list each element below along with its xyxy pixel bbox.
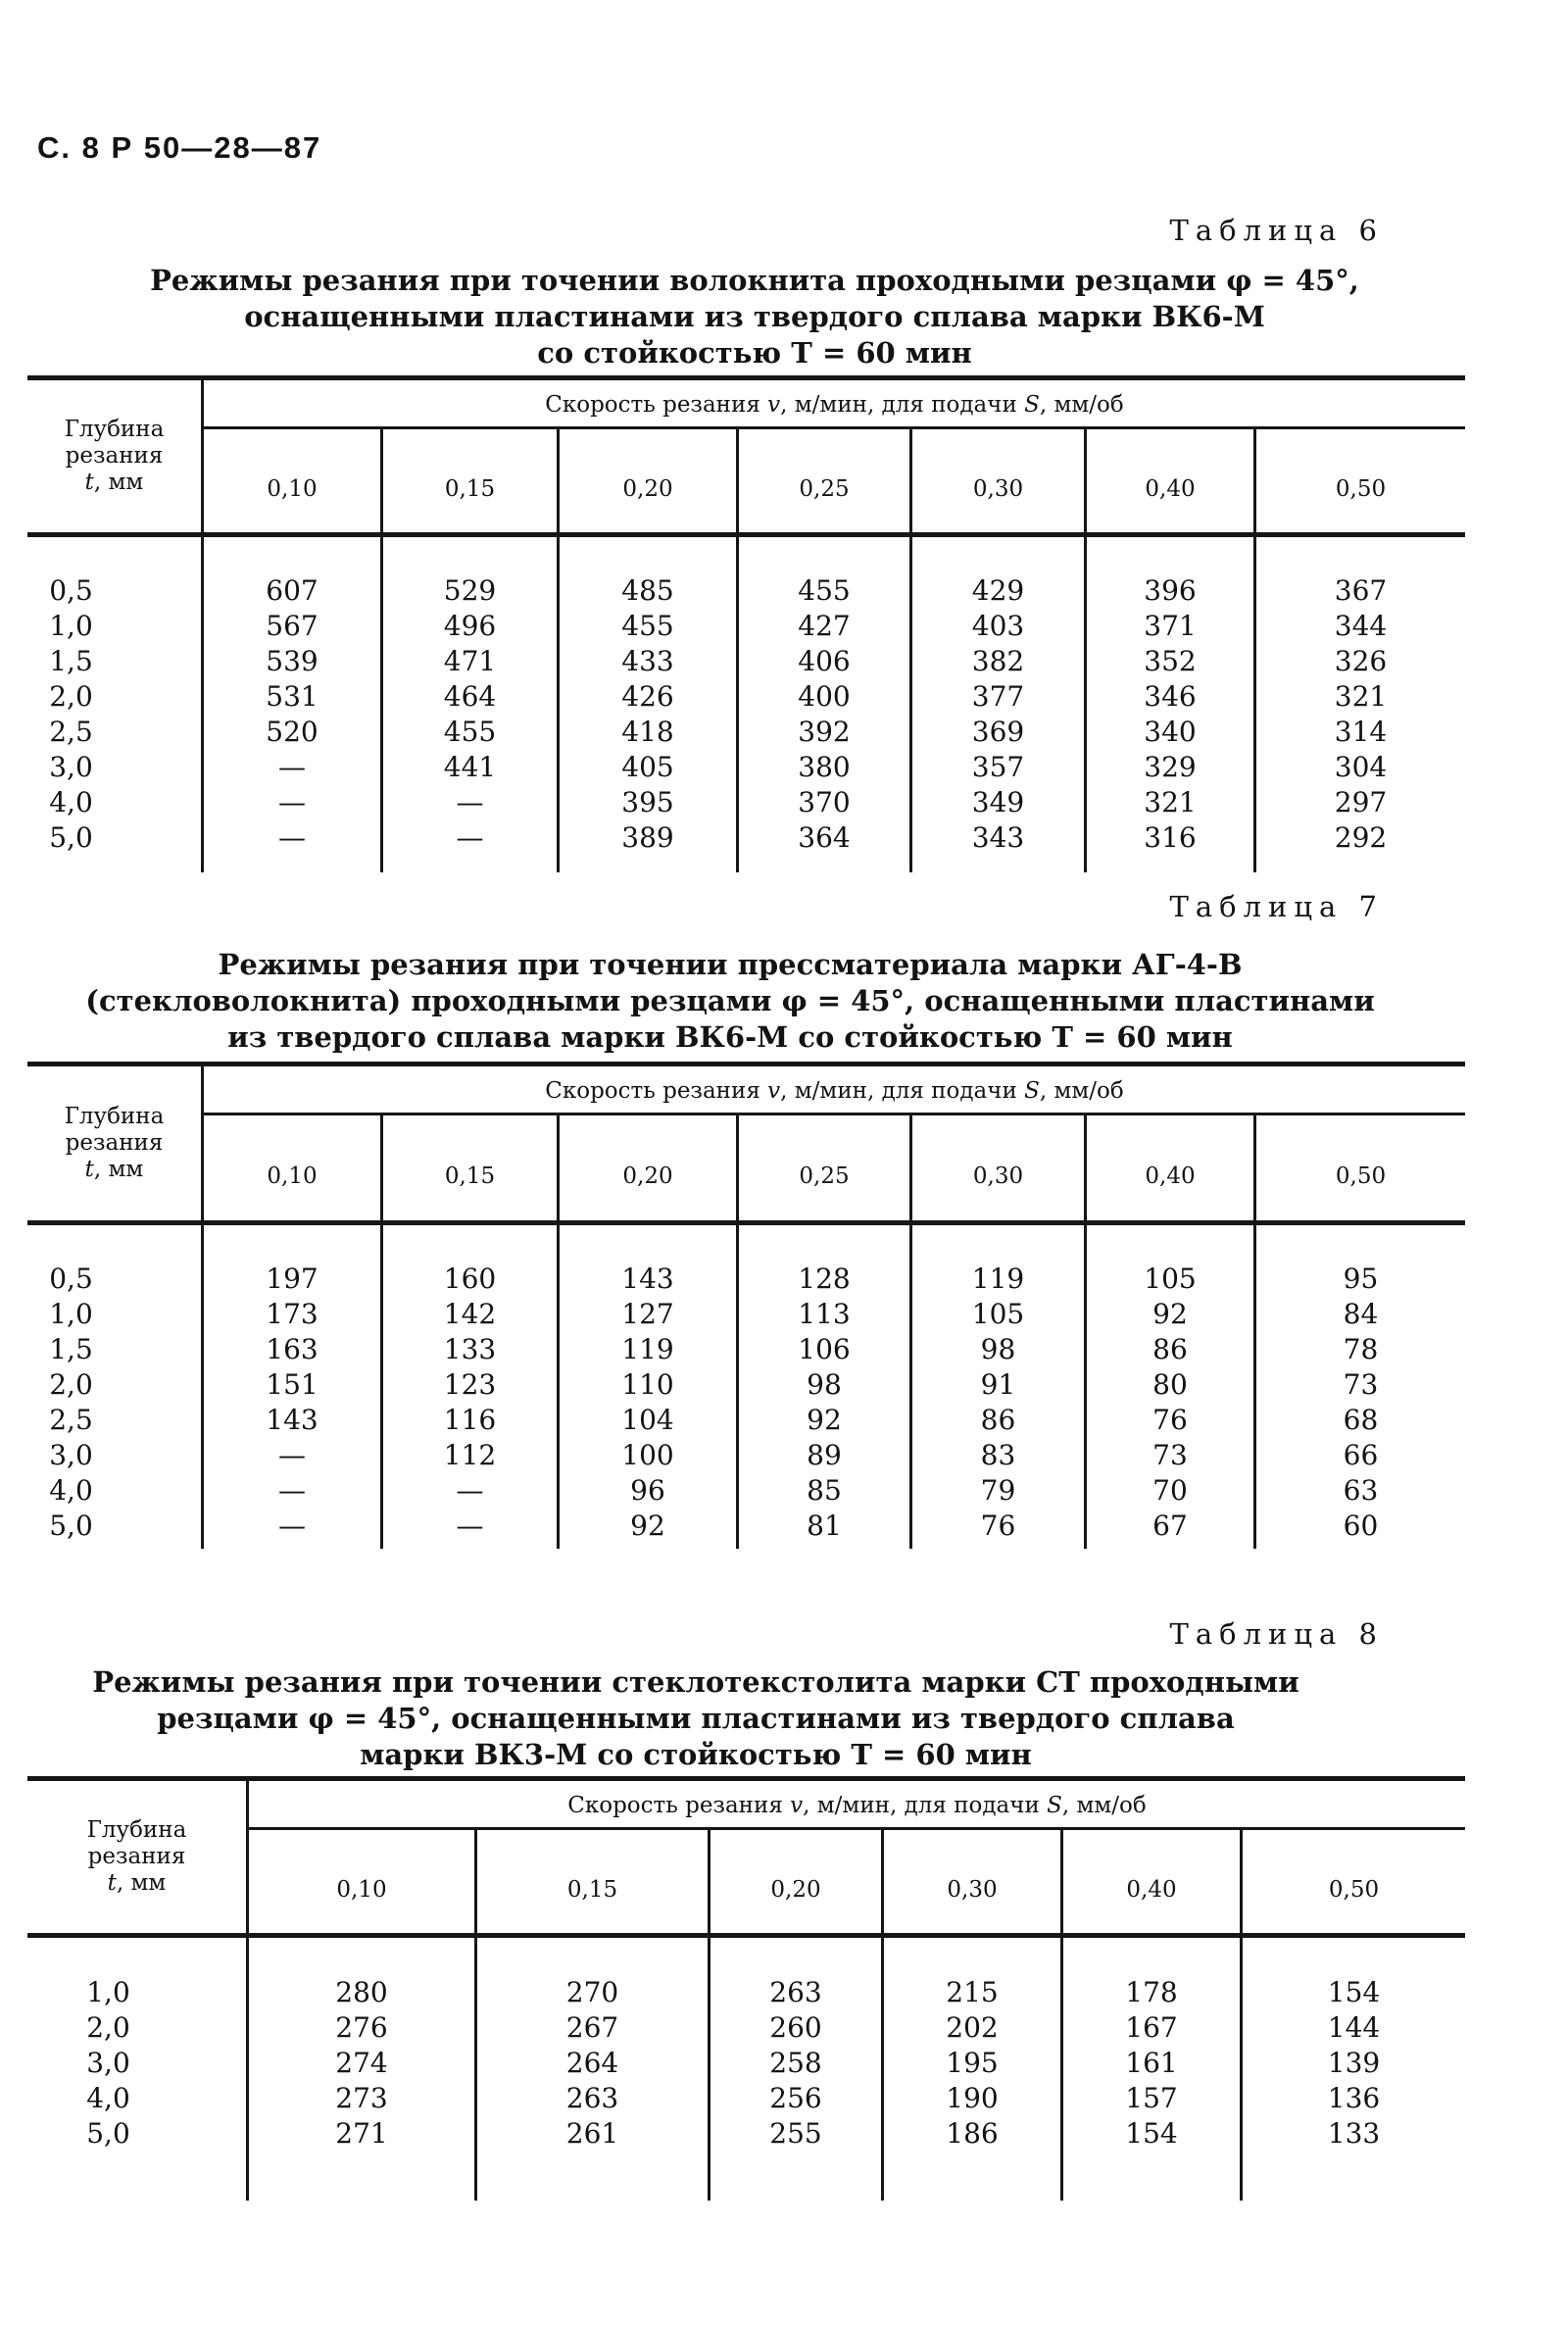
- table8-title-line1: Режимы резания при точении стеклотекстолита марки СТ проходными: [92, 1665, 1299, 1699]
- data-cell: 195: [946, 2047, 999, 2079]
- data-cell: 133: [1327, 2117, 1381, 2150]
- table8-depth-column: [27, 1938, 246, 2201]
- data-cell: 96: [630, 1474, 665, 1507]
- data-cell: 144: [1327, 2011, 1381, 2044]
- data-cell: 406: [798, 645, 851, 677]
- data-cell: 100: [621, 1439, 674, 1471]
- table6-col-025: [736, 537, 909, 872]
- row-label: 3,0: [49, 1439, 93, 1471]
- table7-col-040: [1084, 1225, 1253, 1549]
- table7-title-line2: (стекловолокнита) проходными резцами φ = 45°, оснащенными пластинами: [85, 984, 1375, 1017]
- data-cell: 136: [1327, 2082, 1381, 2114]
- table7-col-015: [380, 1225, 557, 1549]
- table7-depth-header: [27, 1066, 204, 1220]
- data-cell: 369: [971, 716, 1025, 748]
- data-cell: 485: [621, 574, 674, 607]
- feed-header: 0,20: [557, 429, 736, 532]
- data-cell: 539: [266, 645, 318, 677]
- table8-speed-block: [249, 1781, 1465, 1933]
- data-cell: 271: [335, 2117, 388, 2150]
- feed-header: 0,10: [336, 1876, 387, 1903]
- data-cell: 426: [621, 680, 674, 713]
- feed-header: 0,15: [380, 429, 557, 532]
- row-label: 4,0: [49, 786, 93, 818]
- table6-title-line3: со стойкостью Т = 60 мин: [537, 336, 972, 370]
- table6-col-015: [380, 537, 557, 872]
- data-cell: —: [456, 1474, 484, 1507]
- speed-s-symbol: S: [1024, 392, 1040, 418]
- row-label: 1,0: [49, 610, 93, 642]
- data-cell: 139: [1327, 2047, 1381, 2079]
- row-label: 0,5: [49, 1263, 93, 1295]
- data-cell: 258: [769, 2047, 822, 2079]
- data-cell: 520: [266, 716, 318, 748]
- data-cell: 105: [1144, 1263, 1197, 1295]
- row-label: 4,0: [86, 2082, 130, 2114]
- table7-col-050: [1253, 1225, 1465, 1549]
- data-cell: 197: [266, 1263, 318, 1295]
- row-label: 1,5: [49, 645, 93, 677]
- data-cell: 529: [443, 574, 497, 607]
- table6-speed-header: [204, 380, 1465, 429]
- data-cell: 110: [621, 1368, 674, 1401]
- data-cell: 496: [443, 610, 497, 642]
- table8-col-040: [1060, 1938, 1240, 2201]
- data-cell: 340: [1144, 716, 1197, 748]
- data-cell: 263: [769, 1976, 822, 2008]
- table7-feed-row: [204, 1115, 1465, 1220]
- speed-text: Скорость резания: [567, 1793, 791, 1818]
- data-cell: 63: [1343, 1474, 1379, 1507]
- page-header: С. 8 Р 50—28—87: [37, 130, 322, 165]
- data-cell: 81: [807, 1510, 842, 1542]
- data-cell: 112: [443, 1439, 497, 1471]
- data-cell: 273: [335, 2082, 388, 2114]
- speed-text: , мм/об: [1039, 392, 1124, 418]
- data-cell: 267: [565, 2011, 619, 2044]
- data-cell: 73: [1343, 1368, 1379, 1401]
- data-cell: —: [456, 1510, 484, 1542]
- data-cell: —: [278, 821, 306, 854]
- table8-head: [27, 1781, 1465, 1938]
- data-cell: 78: [1343, 1333, 1379, 1365]
- data-cell: 371: [1144, 610, 1197, 642]
- data-cell: 119: [621, 1333, 674, 1365]
- feed-header: 0,50: [1240, 1830, 1465, 1933]
- feed-header: 0,50: [1253, 429, 1465, 532]
- data-cell: 304: [1334, 751, 1388, 783]
- data-cell: 95: [1343, 1263, 1379, 1295]
- data-cell: 297: [1334, 786, 1388, 818]
- data-cell: 377: [971, 680, 1025, 713]
- data-cell: 567: [266, 610, 318, 642]
- data-cell: 260: [769, 2011, 822, 2044]
- table8-speed-header: [249, 1781, 1465, 1830]
- table6: [27, 375, 1465, 872]
- table8: [27, 1776, 1465, 2201]
- feed-header: 0,25: [736, 429, 909, 532]
- data-cell: 427: [798, 610, 851, 642]
- table7-caption: Таблица 7: [1169, 890, 1384, 923]
- data-cell: 255: [769, 2117, 822, 2150]
- data-cell: —: [278, 786, 306, 818]
- data-cell: 86: [1152, 1333, 1188, 1365]
- data-cell: 292: [1334, 821, 1388, 854]
- data-cell: 418: [621, 716, 674, 748]
- speed-text: , мм/об: [1039, 1078, 1124, 1104]
- depth-symbol: t: [107, 1870, 117, 1896]
- speed-text: , м/мин, для подачи: [803, 1793, 1048, 1818]
- table7-speed-header: [204, 1066, 1465, 1115]
- data-cell: 67: [1152, 1510, 1188, 1542]
- data-cell: 314: [1334, 716, 1388, 748]
- table8-depth-header: [27, 1781, 249, 1933]
- data-cell: 405: [621, 751, 674, 783]
- row-label: 4,0: [49, 1474, 93, 1507]
- data-cell: —: [456, 821, 484, 854]
- data-cell: 280: [335, 1976, 388, 2008]
- data-cell: 346: [1144, 680, 1197, 713]
- data-cell: 157: [1125, 2082, 1178, 2114]
- data-cell: 116: [443, 1404, 497, 1436]
- row-label: 2,5: [49, 716, 93, 748]
- table6-feed-row: [204, 429, 1465, 532]
- data-cell: —: [456, 786, 484, 818]
- data-cell: 60: [1343, 1510, 1379, 1542]
- depth-label-line1: Глубина: [86, 1817, 187, 1843]
- data-cell: 142: [443, 1298, 497, 1330]
- feed-header: 0,30: [909, 1115, 1084, 1220]
- depth-symbol: t: [84, 470, 94, 495]
- data-cell: 113: [798, 1298, 851, 1330]
- data-cell: 357: [971, 751, 1025, 783]
- data-cell: 261: [565, 2117, 619, 2150]
- depth-label-line2: резания: [65, 1130, 164, 1156]
- row-label: 1,5: [49, 1333, 93, 1365]
- table7-depth-column: [27, 1225, 201, 1549]
- data-cell: 343: [971, 821, 1025, 854]
- data-cell: 80: [1152, 1368, 1188, 1401]
- table8-feed-row: [249, 1830, 1465, 1933]
- depth-unit: , мм: [93, 1157, 144, 1182]
- data-cell: 429: [971, 574, 1025, 607]
- table6-col-040: [1084, 537, 1253, 872]
- row-label: 2,0: [86, 2011, 130, 2044]
- data-cell: 326: [1334, 645, 1388, 677]
- speed-text: , мм/об: [1061, 1793, 1147, 1818]
- data-cell: 471: [443, 645, 497, 677]
- feed-header: 0,10: [267, 1163, 318, 1189]
- table6-title-line2: оснащенными пластинами из твердого сплава марки ВК6-М: [244, 300, 1265, 333]
- table7-title: [0, 947, 1460, 1056]
- data-cell: 396: [1144, 574, 1197, 607]
- data-cell: 154: [1125, 2117, 1178, 2150]
- feed-header: 0,20: [557, 1115, 736, 1220]
- data-cell: 89: [807, 1439, 842, 1471]
- feed-header: 0,15: [380, 1115, 557, 1220]
- speed-v-symbol: v: [767, 1078, 781, 1104]
- data-cell: 66: [1343, 1439, 1379, 1471]
- feed-header: 0,25: [736, 1115, 909, 1220]
- data-cell: 215: [946, 1976, 999, 2008]
- data-cell: 370: [798, 786, 851, 818]
- table8-title-line2: резцами φ = 45°, оснащенными пластинами из твердого сплава: [157, 1702, 1235, 1735]
- data-cell: 86: [980, 1404, 1016, 1436]
- data-cell: 352: [1144, 645, 1197, 677]
- data-cell: 395: [621, 786, 674, 818]
- data-cell: 105: [971, 1298, 1025, 1330]
- table8-col-010: [246, 1938, 474, 2201]
- table6-col-020: [557, 537, 736, 872]
- table8-title: [0, 1664, 1392, 1773]
- data-cell: 91: [980, 1368, 1016, 1401]
- data-cell: 321: [1334, 680, 1388, 713]
- data-cell: 76: [1152, 1404, 1188, 1436]
- data-cell: 202: [946, 2011, 999, 2044]
- data-cell: 531: [266, 680, 318, 713]
- depth-symbol: t: [84, 1157, 94, 1182]
- table6-title-line1: Режимы резания при точении волокнита проходными резцами φ = 45°,: [150, 264, 1359, 297]
- data-cell: 329: [1144, 751, 1197, 783]
- table7-col-020: [557, 1225, 736, 1549]
- data-cell: 127: [621, 1298, 674, 1330]
- data-cell: 364: [798, 821, 851, 854]
- data-cell: 274: [335, 2047, 388, 2079]
- table8-title-line3: марки ВК3-М со стойкостью Т = 60 мин: [360, 1738, 1032, 1771]
- data-cell: 389: [621, 821, 674, 854]
- data-cell: 76: [980, 1510, 1016, 1542]
- feed-header: 0,30: [909, 429, 1084, 532]
- data-cell: 392: [798, 716, 851, 748]
- data-cell: 85: [807, 1474, 842, 1507]
- data-cell: 276: [335, 2011, 388, 2044]
- row-label: 5,0: [49, 821, 93, 854]
- data-cell: 321: [1144, 786, 1197, 818]
- data-cell: 143: [266, 1404, 318, 1436]
- data-cell: 119: [971, 1263, 1025, 1295]
- data-cell: 151: [266, 1368, 318, 1401]
- data-cell: 263: [565, 2082, 619, 2114]
- table7-body: [27, 1225, 1465, 1549]
- data-cell: —: [278, 1474, 306, 1507]
- row-label: 3,0: [49, 751, 93, 783]
- table6-col-030: [909, 537, 1084, 872]
- data-cell: 92: [1152, 1298, 1188, 1330]
- feed-header: 0,40: [1084, 1115, 1253, 1220]
- depth-unit: , мм: [116, 1870, 167, 1896]
- data-cell: 344: [1334, 610, 1388, 642]
- data-cell: 104: [621, 1404, 674, 1436]
- depth-label-line3: [27, 1157, 201, 1183]
- data-cell: 70: [1152, 1474, 1188, 1507]
- speed-v-symbol: v: [790, 1793, 804, 1818]
- depth-label-line1: Глубина: [64, 1104, 165, 1129]
- depth-label-line3: [27, 1870, 246, 1897]
- table7-title-line1: Режимы резания при точении прессматериала марки АГ-4-В: [218, 948, 1243, 981]
- table8-col-020: [708, 1938, 881, 2201]
- table8-col-050: [1240, 1938, 1465, 2201]
- data-cell: 441: [443, 751, 497, 783]
- data-cell: 400: [798, 680, 851, 713]
- feed-header: 0,40: [1084, 429, 1253, 532]
- speed-s-symbol: S: [1047, 1793, 1062, 1818]
- data-cell: —: [278, 1439, 306, 1471]
- data-cell: 84: [1343, 1298, 1379, 1330]
- data-cell: 68: [1343, 1404, 1379, 1436]
- data-cell: 73: [1152, 1439, 1188, 1471]
- table7-speed-block: [204, 1066, 1465, 1220]
- data-cell: 106: [798, 1333, 851, 1365]
- table6-caption: Таблица 6: [1169, 214, 1384, 247]
- table8-col-030: [881, 1938, 1060, 2201]
- data-cell: 367: [1334, 574, 1388, 607]
- data-cell: 154: [1327, 1976, 1381, 2008]
- row-label: 3,0: [86, 2047, 130, 2079]
- depth-label-line2: резания: [87, 1844, 186, 1869]
- data-cell: 349: [971, 786, 1025, 818]
- depth-unit: , мм: [93, 470, 144, 495]
- row-label: 5,0: [49, 1510, 93, 1542]
- table6-col-050: [1253, 537, 1465, 872]
- row-label: 1,0: [86, 1976, 130, 2008]
- table7-col-030: [909, 1225, 1084, 1549]
- feed-header: 0,50: [1253, 1115, 1465, 1220]
- data-cell: 92: [807, 1404, 842, 1436]
- table8-col-015: [474, 1938, 708, 2201]
- feed-header: 0,40: [1060, 1830, 1240, 1933]
- row-label: 2,5: [49, 1404, 93, 1436]
- data-cell: 403: [971, 610, 1025, 642]
- data-cell: —: [278, 751, 306, 783]
- data-cell: 167: [1125, 2011, 1178, 2044]
- table7-col-010: [201, 1225, 380, 1549]
- depth-label-line3: [27, 470, 201, 496]
- data-cell: 455: [621, 610, 674, 642]
- table6-head: [27, 380, 1465, 537]
- feed-header: 0,10: [267, 475, 318, 502]
- table7-col-025: [736, 1225, 909, 1549]
- data-cell: 316: [1144, 821, 1197, 854]
- data-cell: —: [278, 1510, 306, 1542]
- data-cell: 178: [1125, 1976, 1178, 2008]
- speed-text: Скорость резания: [545, 1078, 768, 1104]
- data-cell: 161: [1125, 2047, 1178, 2079]
- speed-v-symbol: v: [767, 392, 781, 418]
- data-cell: 264: [565, 2047, 619, 2079]
- row-label: 0,5: [49, 574, 93, 607]
- table6-depth-column: [27, 537, 201, 872]
- data-cell: 143: [621, 1263, 674, 1295]
- table6-title: [39, 263, 1470, 371]
- row-label: 2,0: [49, 1368, 93, 1401]
- table6-col-010: [201, 537, 380, 872]
- row-label: 2,0: [49, 680, 93, 713]
- feed-header: 0,30: [881, 1830, 1060, 1933]
- table7-title-line3: из твердого сплава марки ВК6-М со стойкостью Т = 60 мин: [227, 1020, 1233, 1054]
- data-cell: 98: [980, 1333, 1016, 1365]
- table6-speed-block: [204, 380, 1465, 532]
- data-cell: 160: [443, 1263, 497, 1295]
- depth-label-line1: Глубина: [64, 417, 165, 442]
- data-cell: 98: [807, 1368, 842, 1401]
- data-cell: 380: [798, 751, 851, 783]
- table7-head: [27, 1066, 1465, 1225]
- speed-s-symbol: S: [1024, 1078, 1040, 1104]
- data-cell: 128: [798, 1263, 851, 1295]
- table8-body: [27, 1938, 1465, 2201]
- feed-header: 0,20: [708, 1830, 881, 1933]
- table8-caption: Таблица 8: [1169, 1617, 1384, 1651]
- data-cell: 382: [971, 645, 1025, 677]
- feed-header: 0,15: [474, 1830, 708, 1933]
- speed-text: , м/мин, для подачи: [780, 1078, 1025, 1104]
- data-cell: 256: [769, 2082, 822, 2114]
- data-cell: 79: [980, 1474, 1016, 1507]
- row-label: 1,0: [49, 1298, 93, 1330]
- table6-depth-header: [27, 380, 204, 532]
- data-cell: 163: [266, 1333, 318, 1365]
- data-cell: 173: [266, 1298, 318, 1330]
- speed-text: Скорость резания: [545, 392, 768, 418]
- table7: [27, 1062, 1465, 1549]
- data-cell: 83: [980, 1439, 1016, 1471]
- depth-label-line2: резания: [65, 443, 164, 469]
- data-cell: 607: [266, 574, 318, 607]
- data-cell: 186: [946, 2117, 999, 2150]
- data-cell: 123: [443, 1368, 497, 1401]
- data-cell: 455: [443, 716, 497, 748]
- table6-body: [27, 537, 1465, 872]
- speed-text: , м/мин, для подачи: [780, 392, 1025, 418]
- data-cell: 464: [443, 680, 497, 713]
- data-cell: 433: [621, 645, 674, 677]
- row-label: 5,0: [86, 2117, 130, 2150]
- data-cell: 92: [630, 1510, 665, 1542]
- data-cell: 190: [946, 2082, 999, 2114]
- data-cell: 270: [565, 1976, 619, 2008]
- data-cell: 455: [798, 574, 851, 607]
- data-cell: 133: [443, 1333, 497, 1365]
